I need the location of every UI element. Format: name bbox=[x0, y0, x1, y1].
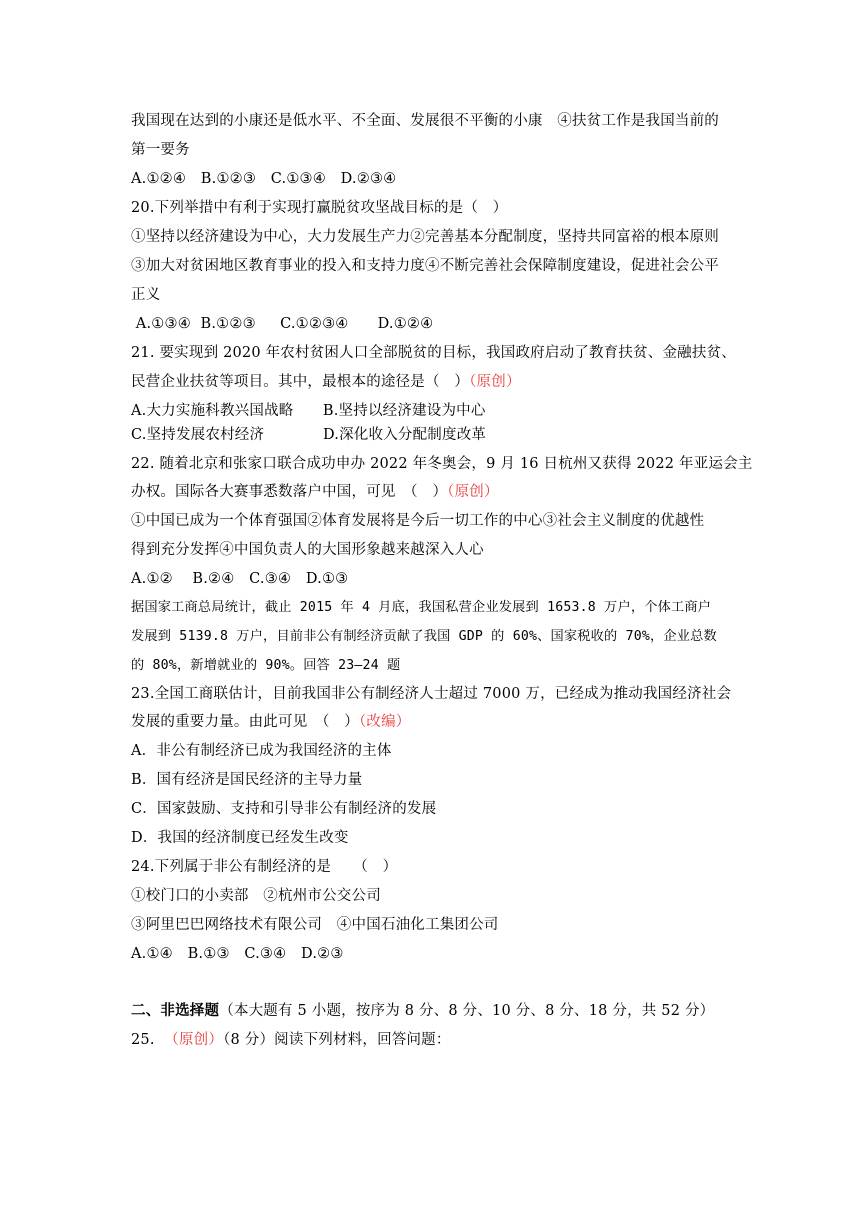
q21-stem-line-1: 21. 要实现到 2020 年农村贫困人口全部脱贫的目标，我国政府启动了教育扶贫、金融扶贫、 bbox=[131, 345, 736, 361]
material-line-2: 发展到 5139.8 万户，目前非公有制经济贡献了我国 GDP 的 60%、国家税收的 70%，企业总数 bbox=[131, 629, 717, 644]
original-tag: （原创） bbox=[164, 1032, 224, 1048]
q23-option-c: C．国家鼓励、支持和引导非公有制经济的发展 bbox=[131, 801, 437, 817]
q24-options-line-1: ①校门口的小卖部 ②杭州市公交公司 bbox=[131, 888, 381, 904]
q22-stem-line-2 bbox=[131, 482, 499, 502]
q24-options-line-2: ③阿里巴巴网络技术有限公司 ④中国石油化工集团公司 bbox=[131, 917, 499, 933]
q25-text: （8 分）阅读下列材料，回答问题： bbox=[223, 1032, 451, 1048]
q23-option-b: B．国有经济是国民经济的主导力量 bbox=[131, 772, 363, 788]
q21-options-ab: A.大力实施科教兴国战略 B.坚持以经济建设为中心 bbox=[131, 403, 486, 419]
q20-options-line-1: ①坚持以经济建设为中心，大力发展生产力②完善基本分配制度，坚持共同富裕的根本原则 bbox=[131, 229, 719, 245]
q23-option-a: A．非公有制经济已成为我国经济的主体 bbox=[131, 743, 392, 759]
q19-option-text-4: 我国现在达到的小康还是低水平、不全面、发展很不平衡的小康 ④扶贫工作是我国当前的 bbox=[131, 113, 719, 129]
q21-stem-line-2 bbox=[131, 372, 521, 392]
q25-number: 25. bbox=[131, 1032, 165, 1048]
section-title: 二、非选择题 bbox=[131, 1002, 220, 1019]
q22-stem-line-1: 22. 随着北京和张家口联合成功申办 2022 年冬奥会，9 月 16 日杭州又获得 2022 年亚运会主 bbox=[131, 456, 753, 472]
q25-stem bbox=[131, 1030, 451, 1050]
adapted-tag: （改编） bbox=[358, 714, 411, 730]
original-tag: （原创） bbox=[469, 374, 521, 390]
material-line-3: 的 80%，新增就业的 90%。回答 23—24 题 bbox=[131, 658, 401, 673]
q23-option-d: D．我国的经济制度已经发生改变 bbox=[131, 830, 349, 846]
section-description: （本大题有 5 小题，按序为 8 分、8 分、10 分、8 分、18 分，共 52 分） bbox=[219, 1003, 715, 1019]
q21-options-cd: C.坚持发展农村经济 D.深化收入分配制度改革 bbox=[131, 427, 487, 443]
q19-answer-choices: A.①②④ B.①②③ C.①③④ D.②③④ bbox=[131, 171, 397, 187]
q21-stem-text: 民营企业扶贫等项目。其中，最根本的途径是（ ） bbox=[131, 374, 470, 390]
q20-stem: 20.下列举措中有利于实现打赢脱贫攻坚战目标的是（ ） bbox=[131, 200, 508, 216]
q20-options-line-2: ③加大对贫困地区教育事业的投入和支持力度④不断完善社会保障制度建设，促进社会公平 bbox=[131, 258, 719, 274]
q22-answer-choices: A.①② B.②④ C.③④ D.①③ bbox=[131, 571, 349, 587]
q23-stem-line-2 bbox=[131, 712, 411, 732]
material-line-1: 据国家工商总局统计，截止 2015 年 4 月底，我国私营企业发展到 1653.8 万户，个体工商户 bbox=[131, 600, 712, 615]
q22-stem-text: 办权。国际各大赛事悉数落户中国，可见 （ ） bbox=[131, 484, 448, 500]
q23-stem-text: 发展的重要力量。由此可见 （ ） bbox=[131, 714, 359, 730]
q22-options-line-2: 得到充分发挥④中国负责人的大国形象越来越深入人心 bbox=[131, 542, 484, 558]
section-heading bbox=[131, 1001, 714, 1021]
q24-stem: 24.下列属于非公有制经济的是 （ ） bbox=[131, 859, 398, 875]
original-tag: （原创） bbox=[447, 484, 499, 500]
q23-stem-line-1: 23.全国工商联估计，目前我国非公有制经济人士超过 7000 万，已经成为推动我国经济社会 bbox=[131, 686, 732, 702]
q20-answer-choices: A.①③④ B.①②③ C.①②③④ D.①②④ bbox=[131, 316, 434, 332]
q22-options-line-1: ①中国已成为一个体育强国②体育发展将是今后一切工作的中心③社会主义制度的优越性 bbox=[131, 513, 705, 529]
q24-answer-choices: A.①④ B.①③ C.③④ D.②③ bbox=[131, 946, 344, 962]
q19-option-text-4-cont: 第一要务 bbox=[131, 142, 190, 158]
q20-options-line-3: 正义 bbox=[131, 287, 161, 303]
